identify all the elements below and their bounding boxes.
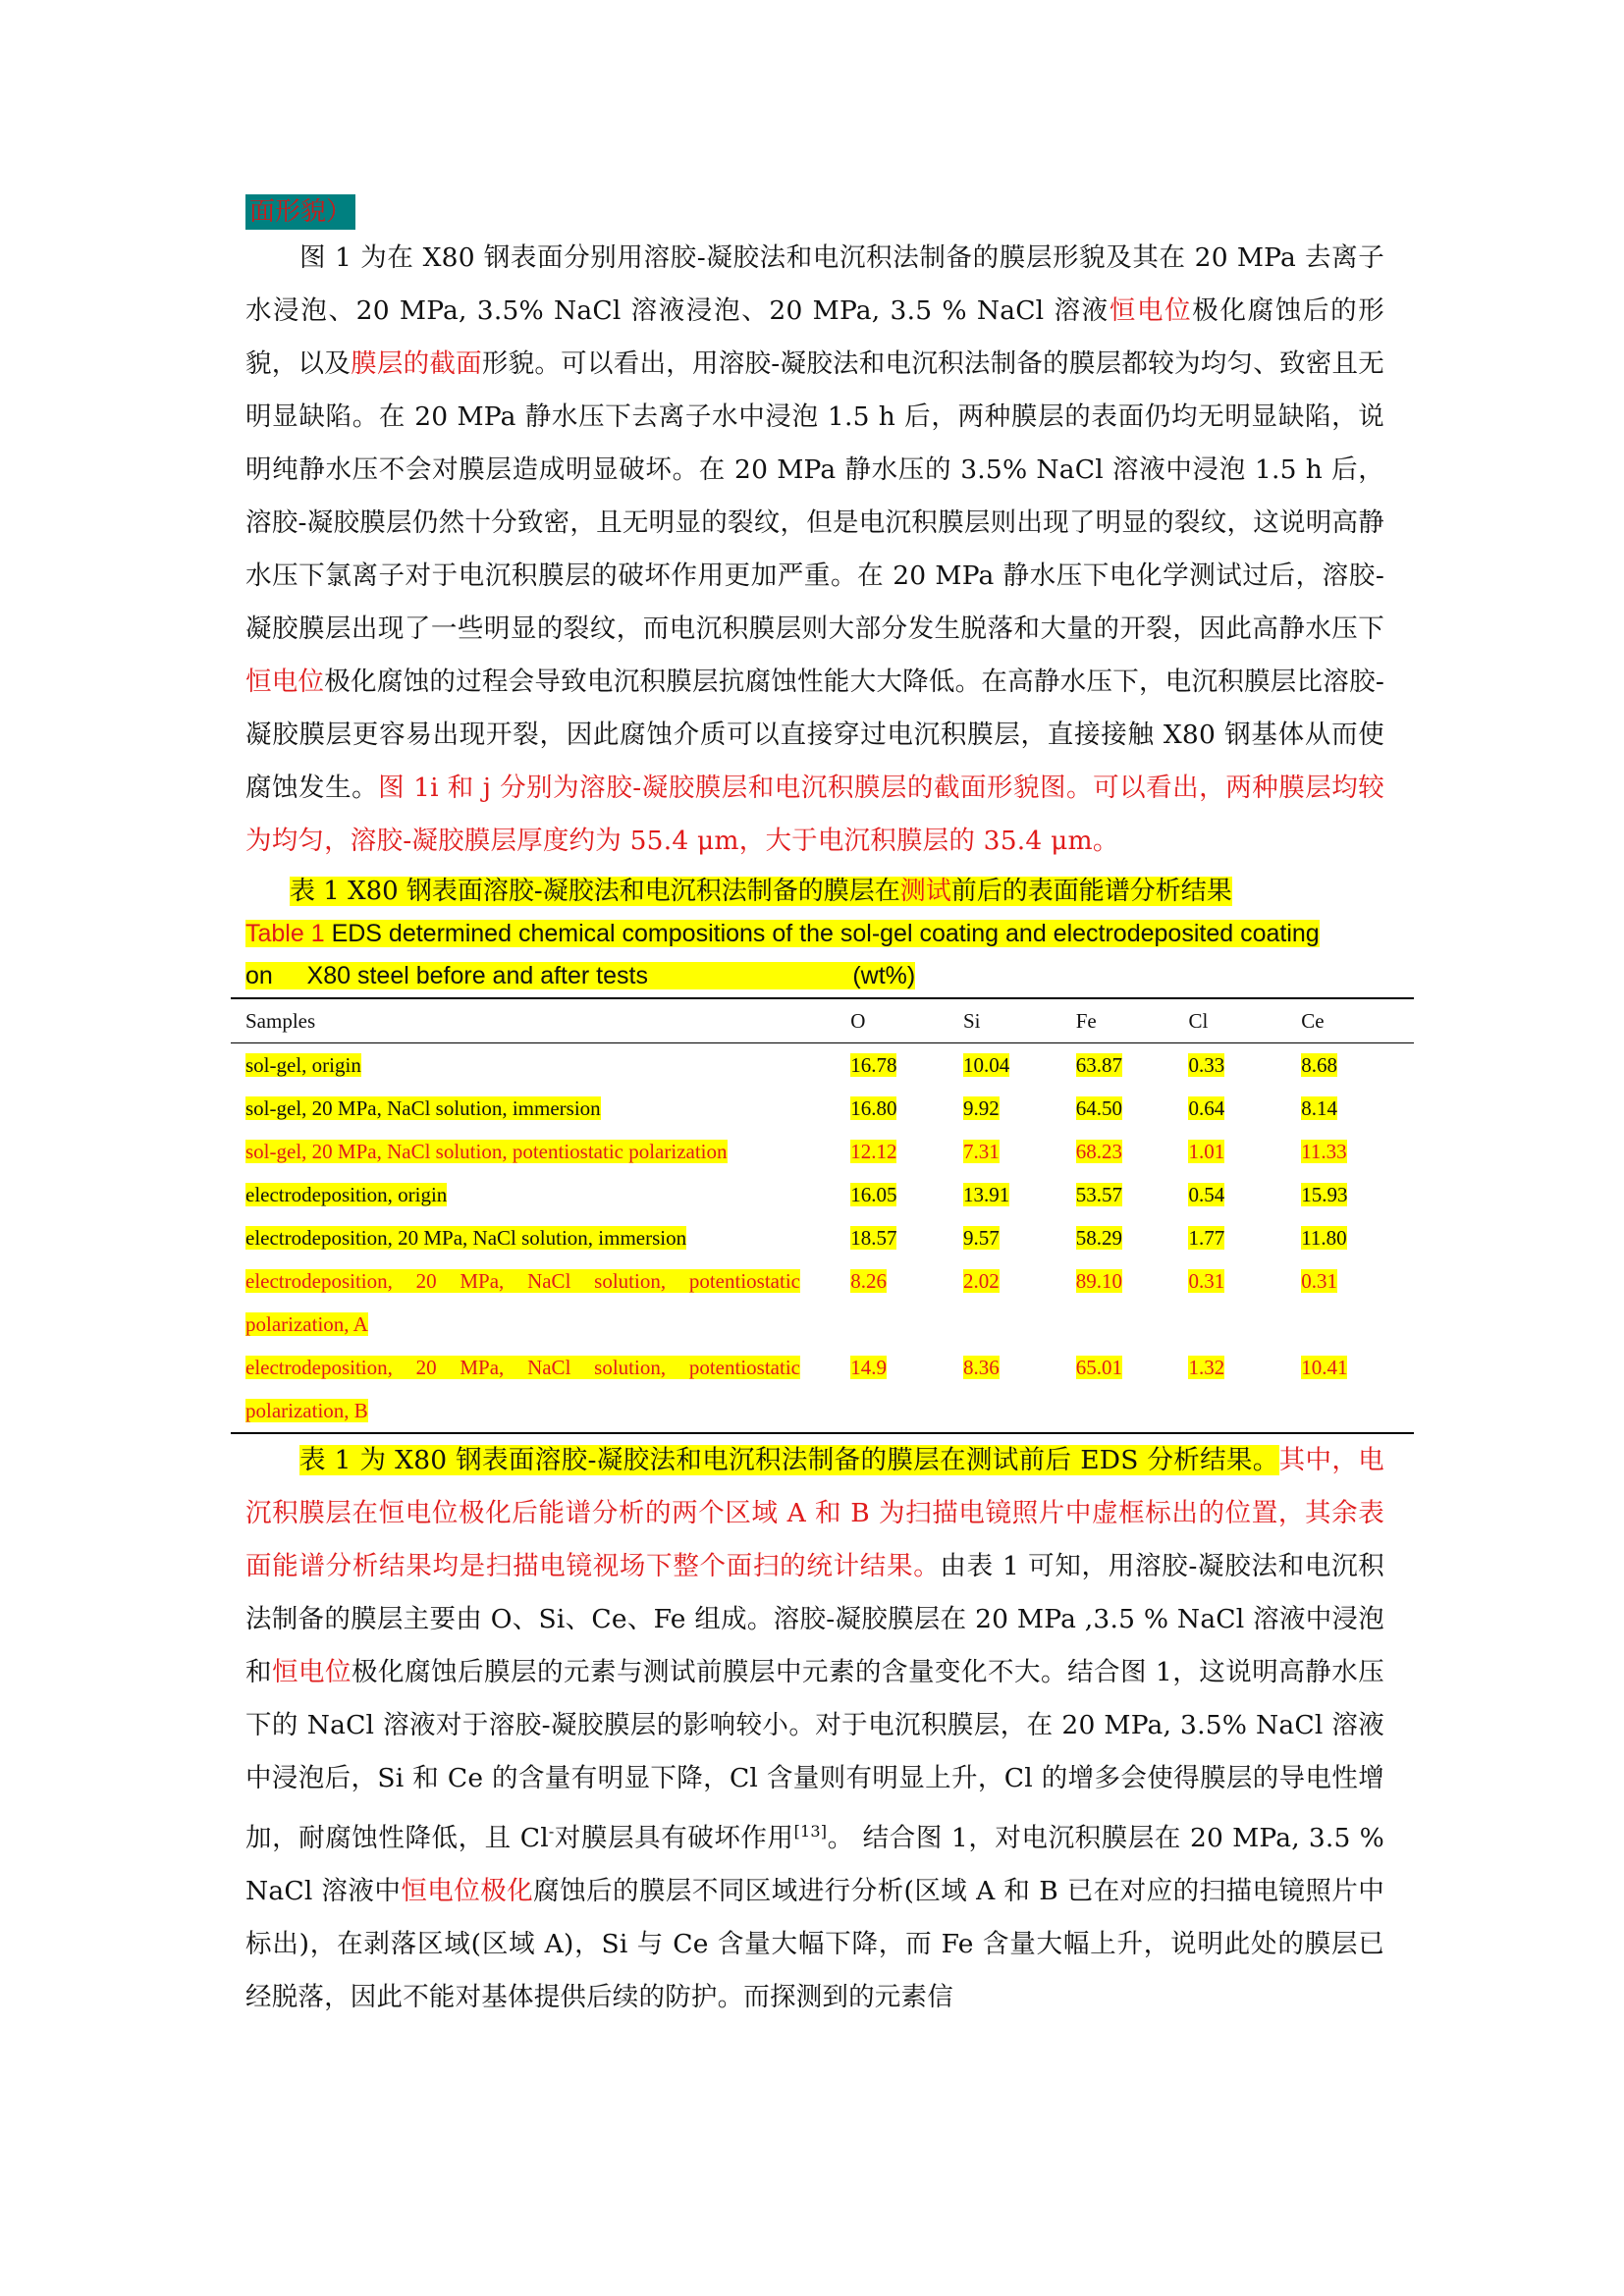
paragraph-figure-1-description: 图 1 为在 X80 钢表面分别用溶胶-凝胶法和电沉积法制备的膜层形貌及其在 20 MPa 去离子水浸泡、20 MPa, 3.5% NaCl 溶液浸泡、20 MPa, 3.5 % NaCl 溶液恒电位极化腐蚀后的形貌，以及膜层的截面形貌。可以看出，用溶胶-凝胶法和电沉积法制备的膜层都较为均匀、致密且无明显缺陷。在 20 MPa 静水压下去离子水中浸泡 1.5 h 后，两种膜层的表面仍均无明显缺陷，说明纯静水压不会对膜层造成明显破坏。在 20 MPa 静水压的 3.5% NaCl 溶液中浸泡 1.5 h 后，溶胶-凝胶膜层仍然十分致密，且无明显的裂纹，但是电沉积膜层则出现了明显的裂纹，这说明高静水压下氯离子对于电沉积膜层的破坏作用更加严重。在 20 MPa 静水压下电化学测试过后，溶胶-凝胶膜层出现了一些明显的裂纹，而电沉积膜层则大部分发生脱落和大量的开裂，因此高静水压下恒电位极化腐蚀的过程会导致电沉积膜层抗腐蚀性能大大降低。在高静水压下，电沉积膜层比溶胶-凝胶膜层更容易出现开裂，因此腐蚀介质可以直接穿过电沉积膜层，直接接触 X80 钢基体从而使腐蚀发生。图 1i 和 j 分别为溶胶-凝胶膜层和电沉积膜层的截面形貌图。可以看出，两种膜层均较为均匀，溶胶-凝胶膜层厚度约为 55.4 μm，大于电沉积膜层的 35.4 μm。 [245,242,1385,856]
cell-cl: 1.32 [1188,1356,1225,1379]
col-cl: Cl [1188,998,1301,1043]
table-row [231,1087,1414,1130]
cell-o: 14.9 [850,1356,887,1379]
cell-ce: 11.33 [1301,1140,1347,1163]
cell-cl: 0.54 [1188,1183,1225,1206]
cell-ce: 8.14 [1301,1096,1337,1120]
table-row [231,1216,1414,1259]
row-label-line1: electrodeposition, 20 MPa, NaCl solution, potentiostatic [245,1269,800,1293]
cell-fe: 68.23 [1075,1140,1122,1163]
table-header-row [231,998,1414,1043]
row-label: electrodeposition, 20 MPa, NaCl solution, immersion [245,1226,687,1250]
cell-o: 16.80 [850,1096,897,1120]
citation-13: [13] [793,1822,828,1841]
cell-fe: 58.29 [1075,1226,1122,1250]
section-heading-fragment: 面形貌） [245,194,355,230]
cell-ce: 11.80 [1301,1226,1347,1250]
col-si: Si [963,998,1076,1043]
row-label-line1: electrodeposition, 20 MPa, NaCl solution, potentiostatic [245,1356,800,1379]
cell-si: 7.31 [962,1140,1000,1163]
table-row [231,1173,1414,1216]
table-caption-en: Table 1 EDS determined chemical compositions of the sol-gel coating and electrodeposited coating on X80 steel before and after tests (wt%) [245,920,1320,989]
cell-ce: 8.68 [1301,1053,1337,1077]
cell-si: 8.36 [962,1356,1000,1379]
cell-cl: 0.31 [1188,1269,1225,1293]
cell-si: 9.57 [962,1226,1000,1250]
row-label: sol-gel, origin [245,1053,361,1077]
cell-o: 16.78 [850,1053,897,1077]
col-o: O [850,998,963,1043]
page-content [245,194,1384,2024]
cell-si: 9.92 [962,1096,1000,1120]
row-label-line2: polarization, A [245,1312,368,1336]
cell-fe: 64.50 [1075,1096,1122,1120]
row-label: sol-gel, 20 MPa, NaCl solution, potentiostatic polarization [245,1140,728,1163]
cell-fe: 89.10 [1075,1269,1122,1293]
cell-o: 16.05 [850,1183,897,1206]
row-label-line2: polarization, B [245,1399,368,1422]
row-label: sol-gel, 20 MPa, NaCl solution, immersion [245,1096,601,1120]
cell-si: 2.02 [962,1269,1000,1293]
table-row [231,1130,1414,1173]
cell-o: 8.26 [850,1269,887,1293]
table-row [231,1043,1414,1088]
col-ce: Ce [1301,998,1414,1043]
cell-cl: 1.01 [1188,1140,1225,1163]
cell-o: 18.57 [850,1226,897,1250]
cell-fe: 63.87 [1075,1053,1122,1077]
col-samples: Samples [231,998,850,1043]
table-row [231,1346,1414,1433]
cell-fe: 53.57 [1075,1183,1122,1206]
table-caption-cn: 表 1 X80 钢表面溶胶-凝胶法和电沉积法制备的膜层在测试前后的表面能谱分析结果 [290,877,1232,906]
cell-o: 12.12 [850,1140,897,1163]
cell-cl: 1.77 [1188,1226,1225,1250]
cell-ce: 0.31 [1301,1269,1337,1293]
cell-cl: 0.64 [1188,1096,1225,1120]
cell-ce: 15.93 [1301,1183,1348,1206]
table-row [231,1259,1414,1346]
cell-fe: 65.01 [1075,1356,1122,1379]
paragraph-table-1-discussion: 表 1 为 X80 钢表面溶胶-凝胶法和电沉积法制备的膜层在测试前后 EDS 分析结果。其中，电沉积膜层在恒电位极化后能谱分析的两个区域 A 和 B 为扫描电镜照片中虚框标出的位置，其余表面能谱分析结果均是扫描电镜视场下整个面扫的统计结果。由表 1 可知，用溶胶-凝胶法和电沉积法制备的膜层主要由 O、Si、Ce、Fe 组成。溶胶-凝胶膜层在 20 MPa ,3.5 % NaCl 溶液中浸泡和恒电位极化腐蚀后膜层的元素与测试前膜层中元素的含量变化不大。结合图 1，这说明高静水压下的 NaCl 溶液对于溶胶-凝胶膜层的影响较小。对于电沉积膜层，在 20 MPa, 3.5% NaCl 溶液中浸泡后，Si 和 Ce 的含量有明显下降，Cl 含量则有明显上升，Cl 的增多会使得膜层的导电性增加，耐腐蚀性降低，且 Cl-对膜层具有破坏作用[13]。 结合图 1，对电沉积膜层在 20 MPa, 3.5 % NaCl 溶液中恒电位极化腐蚀后的膜层不同区域进行分析(区域 A 和 B 已在对应的扫描电镜照片中标出)，在剥落区域(区域 A)，Si 与 Ce 含量大幅下降，而 Fe 含量大幅上升，说明此处的膜层已经脱落，因此不能对基体提供后续的防护。而探测到的元素信 [245,1445,1385,2012]
row-label: electrodeposition, origin [245,1183,448,1206]
eds-table [231,997,1414,1434]
cell-ce: 10.41 [1301,1356,1348,1379]
col-fe: Fe [1076,998,1189,1043]
cell-si: 10.04 [962,1053,1010,1077]
cell-si: 13.91 [962,1183,1010,1206]
cell-cl: 0.33 [1188,1053,1225,1077]
